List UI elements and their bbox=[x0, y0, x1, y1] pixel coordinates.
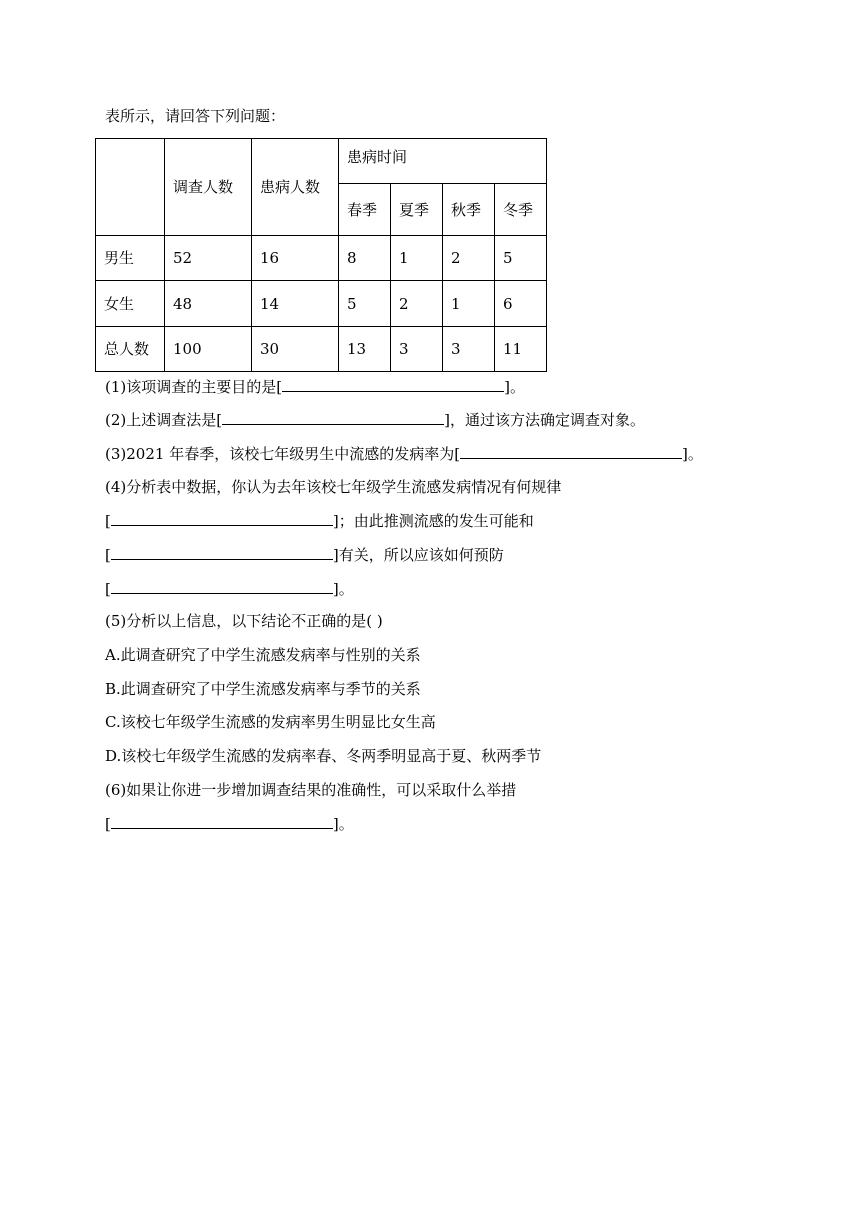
table-cell: 1 bbox=[391, 236, 443, 281]
table-cell: 30 bbox=[252, 327, 339, 372]
header-sick-time: 患病时间 bbox=[339, 139, 547, 184]
table-cell: 2 bbox=[443, 236, 495, 281]
header-survey-count: 调查人数 bbox=[165, 139, 252, 236]
table-row bbox=[96, 281, 547, 327]
answer-blank-4a[interactable] bbox=[111, 510, 333, 526]
table-cell: 女生 bbox=[96, 281, 165, 327]
question-1 bbox=[105, 376, 525, 397]
question-4-blank-a bbox=[105, 510, 534, 531]
question-4-blank-b bbox=[105, 544, 504, 565]
survey-table bbox=[95, 138, 547, 372]
question-5: (5)分析以上信息，以下结论不正确的是( ) bbox=[105, 612, 383, 630]
table-cell: 48 bbox=[165, 281, 252, 327]
question-4c-suffix: ]。 bbox=[332, 580, 354, 598]
table-cell: 3 bbox=[391, 327, 443, 372]
question-1-text: (1)该项调查的主要目的是[ bbox=[105, 378, 283, 396]
header-winter: 冬季 bbox=[495, 184, 547, 236]
answer-blank-6[interactable] bbox=[111, 813, 333, 829]
table-cell: 11 bbox=[495, 327, 547, 372]
bracket-open: [ bbox=[105, 580, 111, 598]
table-cell: 8 bbox=[339, 236, 391, 281]
table-header-row bbox=[96, 139, 547, 184]
table-cell: 6 bbox=[495, 281, 547, 327]
question-2-suffix: ]，通过该方法确定调查对象。 bbox=[444, 411, 645, 429]
table-cell: 16 bbox=[252, 236, 339, 281]
header-empty-cell bbox=[96, 139, 165, 236]
table-cell: 总人数 bbox=[96, 327, 165, 372]
intro-text: 表所示，请回答下列问题： bbox=[105, 107, 286, 125]
question-4: (4)分析表中数据，你认为去年该校七年级学生流感发病情况有何规律 bbox=[105, 478, 562, 496]
question-2 bbox=[105, 409, 645, 430]
table-cell: 5 bbox=[495, 236, 547, 281]
header-spring: 春季 bbox=[339, 184, 391, 236]
table-cell: 52 bbox=[165, 236, 252, 281]
answer-blank-2[interactable] bbox=[222, 409, 444, 425]
question-3-suffix: ]。 bbox=[682, 445, 703, 463]
table-row bbox=[96, 327, 547, 372]
question-3 bbox=[105, 443, 703, 464]
question-6: (6)如果让你进一步增加调查结果的准确性，可以采取什么举措 bbox=[105, 781, 517, 799]
table-cell: 14 bbox=[252, 281, 339, 327]
bracket-open: [ bbox=[105, 512, 111, 530]
table-cell: 13 bbox=[339, 327, 391, 372]
question-6-suffix: ]。 bbox=[332, 815, 354, 833]
question-4-blank-c bbox=[105, 578, 354, 599]
answer-blank-4c[interactable] bbox=[111, 578, 333, 594]
bracket-open: [ bbox=[105, 815, 111, 833]
table-cell: 5 bbox=[339, 281, 391, 327]
answer-blank-3[interactable] bbox=[460, 443, 682, 459]
question-2-text: (2)上述调查法是[ bbox=[105, 411, 223, 429]
table-row bbox=[96, 236, 547, 281]
question-3-text: (3)2021 年春季，该校七年级男生中流感的发病率为[ bbox=[105, 445, 461, 463]
question-1-suffix: ]。 bbox=[504, 378, 525, 396]
header-summer: 夏季 bbox=[391, 184, 443, 236]
option-a: A.此调查研究了中学生流感发病率与性别的关系 bbox=[105, 646, 421, 664]
table-cell: 3 bbox=[443, 327, 495, 372]
option-b: B.此调查研究了中学生流感发病率与季节的关系 bbox=[105, 680, 421, 698]
option-c: C.该校七年级学生流感的发病率男生明显比女生高 bbox=[105, 713, 436, 731]
table-cell: 2 bbox=[391, 281, 443, 327]
bracket-open: [ bbox=[105, 546, 111, 564]
header-autumn: 秋季 bbox=[443, 184, 495, 236]
question-4a-suffix: ]；由此推测流感的发生可能和 bbox=[332, 512, 534, 530]
table-cell: 男生 bbox=[96, 236, 165, 281]
answer-blank-1[interactable] bbox=[282, 376, 504, 392]
question-6-blank bbox=[105, 813, 354, 834]
table-cell: 1 bbox=[443, 281, 495, 327]
question-4b-suffix: ]有关，所以应该如何预防 bbox=[332, 546, 504, 564]
header-sick-count: 患病人数 bbox=[252, 139, 339, 236]
table-cell: 100 bbox=[165, 327, 252, 372]
option-d: D.该校七年级学生流感的发病率春、冬两季明显高于夏、秋两季节 bbox=[105, 747, 542, 765]
answer-blank-4b[interactable] bbox=[111, 544, 333, 560]
